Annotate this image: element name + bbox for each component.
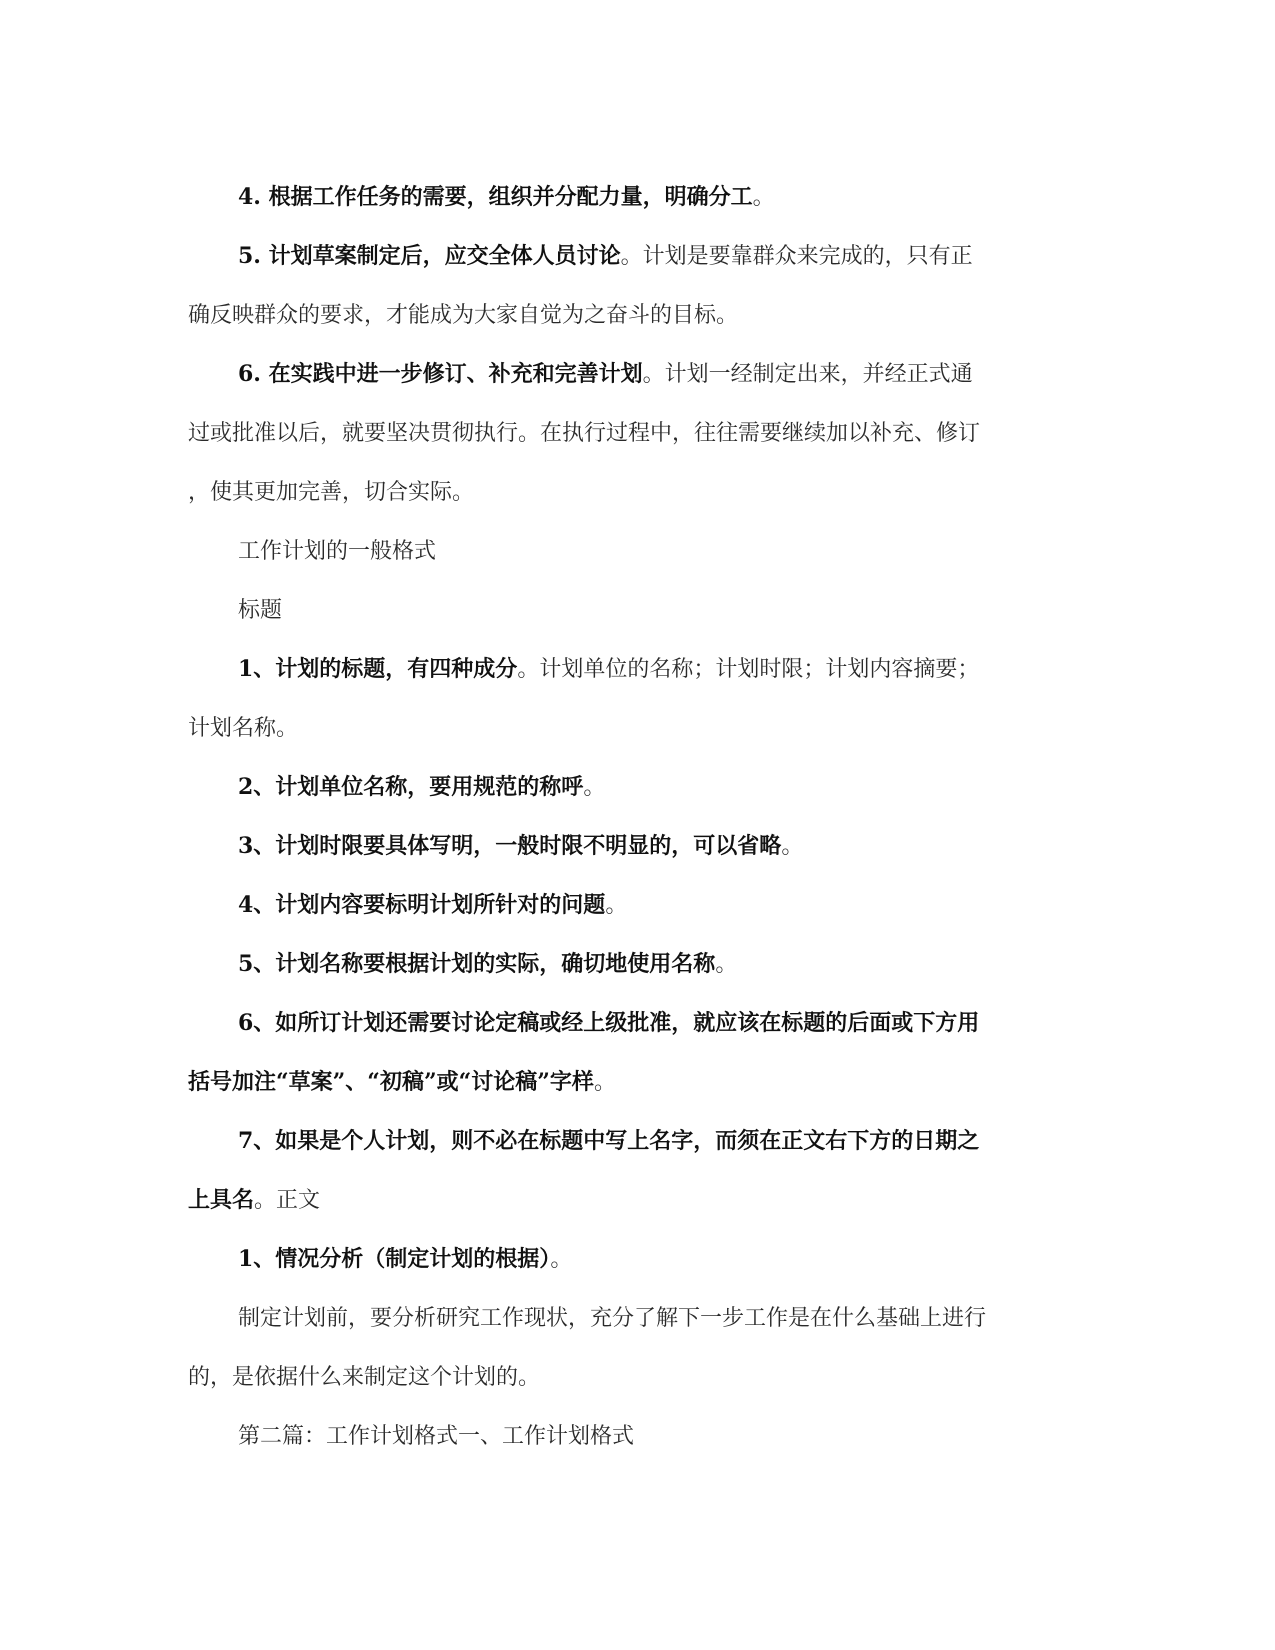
body-text: 。计划一经制定出来，并经正式通 <box>642 362 973 387</box>
text-line <box>188 876 1088 935</box>
body-text: 。计划单位的名称；计划时限；计划内容摘要； <box>517 657 980 682</box>
document-body <box>188 168 1088 1466</box>
text-line <box>188 640 1088 699</box>
text-line <box>188 227 1088 286</box>
text-line <box>188 935 1088 994</box>
text-line <box>188 1171 1088 1230</box>
text-line <box>188 463 1088 522</box>
bold-heading-text: 3、计划时限要具体写明，一般时限不明显的，可以省略 <box>238 833 782 859</box>
body-text: 。 <box>605 893 628 918</box>
body-text: 的，是依据什么来制定这个计划的。 <box>188 1365 541 1390</box>
text-line <box>188 168 1088 227</box>
body-text: ，使其更加完善，切合实际。 <box>188 480 475 505</box>
text-line <box>188 1289 1088 1348</box>
body-text: 过或批准以后，就要坚决贯彻执行。在执行过程中，往往需要继续加以补充、修订 <box>188 421 981 446</box>
text-line <box>188 817 1088 876</box>
bold-heading-text: 5、计划名称要根据计划的实际，确切地使用名称 <box>238 951 716 977</box>
bold-heading-text: 2、计划单位名称，要用规范的称呼 <box>238 774 584 800</box>
body-text: 。计划是要靠群众来完成的，只有正 <box>620 244 973 269</box>
body-text: 计划名称。 <box>188 716 299 741</box>
body-text: 制定计划前，要分析研究工作现状，充分了解下一步工作是在什么基础上进行 <box>238 1306 987 1331</box>
body-text: 标题 <box>238 598 283 623</box>
bold-heading-text: 6、如所订计划还需要讨论定稿或经上级批准，就应该在标题的后面或下方用 <box>238 1010 980 1036</box>
bold-heading-text: 7、如果是个人计划，则不必在标题中写上名字，而须在正文右下方的日期之 <box>238 1128 980 1154</box>
text-line <box>188 1230 1088 1289</box>
bold-heading-text: 4、计划内容要标明计划所针对的问题 <box>238 892 606 918</box>
body-text: 。 <box>593 1070 616 1095</box>
body-text: 。正文 <box>254 1188 321 1213</box>
body-text: 第二篇：工作计划格式一、工作计划格式 <box>238 1424 635 1449</box>
body-text: 确反映群众的要求，才能成为大家自觉为之奋斗的目标。 <box>188 303 739 328</box>
body-text: 。 <box>583 775 606 800</box>
body-text: 。 <box>715 952 738 977</box>
text-line <box>188 758 1088 817</box>
body-text: 工作计划的一般格式 <box>238 539 437 564</box>
text-line <box>188 345 1088 404</box>
text-line <box>188 286 1088 345</box>
text-line <box>188 404 1088 463</box>
bold-heading-text: 4. 根据工作任务的需要，组织并分配力量，明确分工 <box>238 184 753 210</box>
bold-heading-text: 括号加注“草案”、“初稿”或“讨论稿”字样 <box>188 1069 594 1095</box>
bold-heading-text: 上具名 <box>188 1187 255 1213</box>
text-line <box>188 1053 1088 1112</box>
text-line <box>188 994 1088 1053</box>
bold-heading-text: 1、计划的标题，有四种成分 <box>238 656 518 682</box>
body-text: 。 <box>752 185 775 210</box>
text-line <box>188 581 1088 640</box>
bold-heading-text: 5. 计划草案制定后，应交全体人员讨论 <box>238 243 621 269</box>
body-text: 。 <box>550 1247 573 1272</box>
body-text: 。 <box>781 834 804 859</box>
text-line <box>188 1407 1088 1466</box>
bold-heading-text: 1、情况分析（制定计划的根据） <box>238 1246 551 1272</box>
text-line <box>188 699 1088 758</box>
text-line <box>188 522 1088 581</box>
text-line <box>188 1112 1088 1171</box>
text-line <box>188 1348 1088 1407</box>
bold-heading-text: 6. 在实践中进一步修订、补充和完善计划 <box>238 361 643 387</box>
